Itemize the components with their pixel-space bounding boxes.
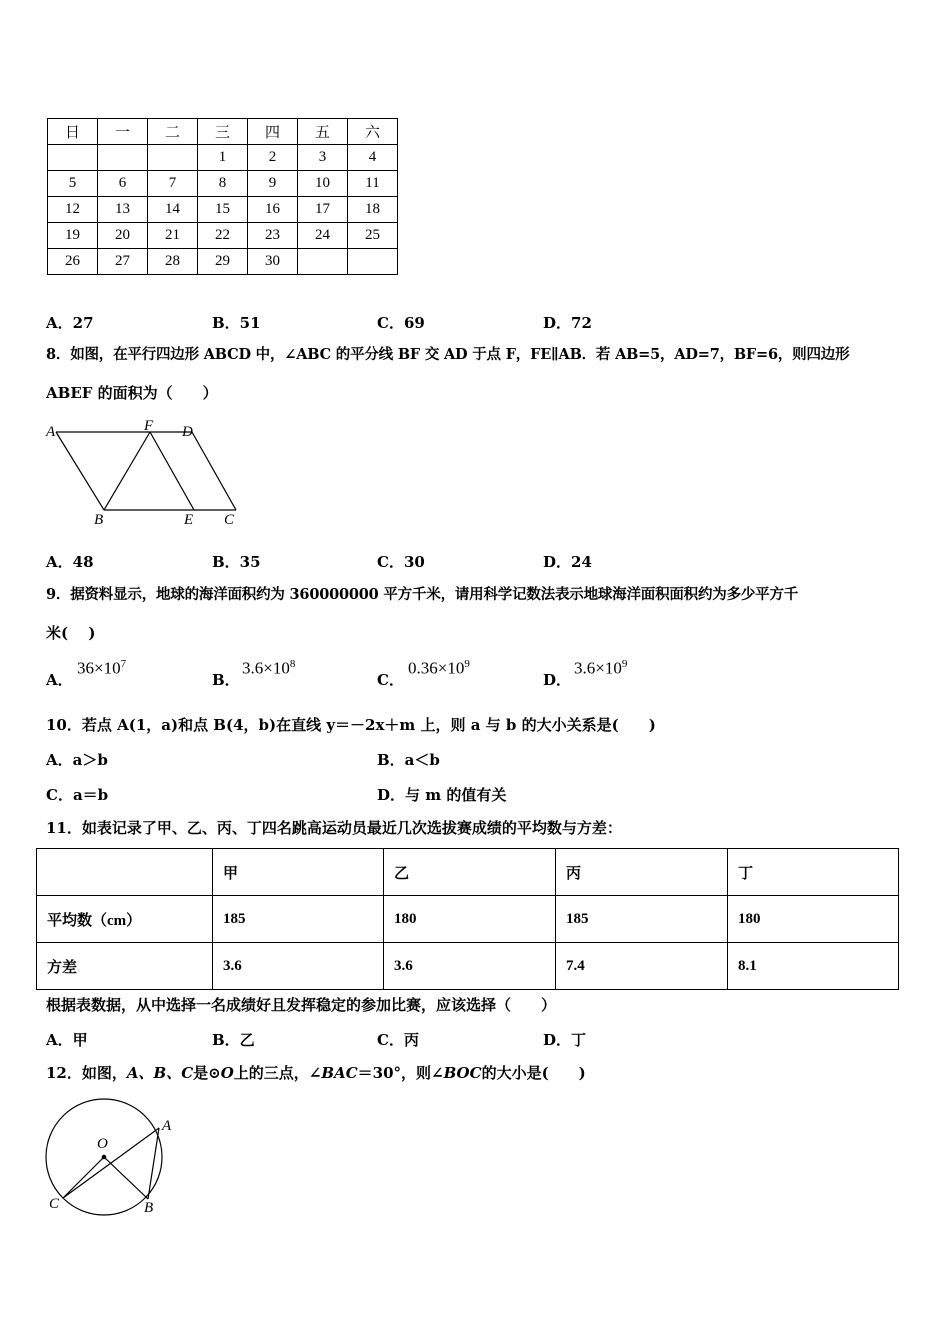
label-d: D [182, 424, 193, 440]
calendar-cell: 28 [148, 249, 198, 275]
q8-question-line2: ABEF 的面积为（ ） [46, 384, 218, 402]
stats-header-cell [37, 849, 213, 896]
q9-option-c-formula [408, 658, 470, 679]
calendar-header-cell: 二 [148, 119, 198, 145]
q8-option-c: C．30 [377, 553, 425, 571]
circle-figure [40, 1092, 180, 1222]
calendar-cell: 17 [298, 197, 348, 223]
calendar-header-cell: 六 [348, 119, 398, 145]
calendar-cell: 21 [148, 223, 198, 249]
calendar-cell: 6 [98, 171, 148, 197]
stats-cell: 180 [728, 896, 899, 943]
calendar-cell: 20 [98, 223, 148, 249]
label-a: A [162, 1118, 172, 1134]
calendar-cell [98, 145, 148, 171]
calendar-header-cell: 四 [248, 119, 298, 145]
radius-ob [104, 1157, 148, 1199]
label-c: C [224, 512, 235, 528]
stats-cell: 7.4 [556, 943, 728, 990]
stats-header-cell: 丙 [556, 849, 728, 896]
calendar-cell: 3 [298, 145, 348, 171]
calendar-cell: 27 [98, 249, 148, 275]
q9-question-line1: 9．据资料显示，地球的海洋面积约为 360000000 平方千米，请用科学记数法表示地球海洋面积面积约为多少平方千 [46, 586, 799, 603]
q12-points: A、B、C [126, 1064, 194, 1082]
calendar-cell: 5 [48, 171, 98, 197]
stats-cell: 185 [213, 896, 384, 943]
calendar-cell: 29 [198, 249, 248, 275]
calendar-cell: 26 [48, 249, 98, 275]
q9-option-a-formula [77, 658, 126, 679]
calendar-table [47, 118, 398, 275]
q12-prefix: 12．如图， [46, 1064, 127, 1082]
q9-option-d-formula [574, 658, 627, 679]
formula-base: 36×10 [77, 658, 121, 678]
calendar-cell: 12 [48, 197, 98, 223]
q11-option-a: A．甲 [46, 1031, 88, 1049]
q12-angle-boc: BOC [443, 1064, 482, 1082]
stats-cell: 方差 [37, 943, 213, 990]
stats-table [36, 848, 899, 990]
q9-question-line2: 米( ) [46, 624, 96, 642]
q12-mid3: ＝30°，则∠ [357, 1064, 444, 1082]
calendar-cell: 1 [198, 145, 248, 171]
calendar-cell: 9 [248, 171, 298, 197]
q12-angle-bac: BAC [321, 1064, 358, 1082]
q10-question: 10．若点 A(1，a)和点 B(4，b)在直线 y＝－2x＋m 上，则 a 与 b 的大小关系是( ) [46, 716, 656, 734]
q9-option-b-formula [242, 658, 295, 679]
q10-option-b: B．a＜b [377, 751, 440, 769]
calendar-header-cell: 三 [198, 119, 248, 145]
stats-cell: 3.6 [213, 943, 384, 990]
q12-question [46, 1062, 586, 1084]
q10-option-d: D．与 m 的值有关 [377, 786, 507, 804]
label-b: B [144, 1200, 154, 1216]
calendar-row [48, 171, 398, 197]
center-point [102, 1155, 107, 1160]
parallelogram-figure [44, 418, 242, 530]
calendar-cell: 25 [348, 223, 398, 249]
calendar-cell: 13 [98, 197, 148, 223]
label-b: B [94, 512, 104, 528]
q11-question-followup: 根据表数据，从中选择一名成绩好且发挥稳定的参加比赛，应该选择（ ） [46, 996, 557, 1014]
stats-cell: 3.6 [384, 943, 556, 990]
q11-option-d: D．丁 [543, 1031, 587, 1049]
calendar-cell [348, 249, 398, 275]
calendar-cell [148, 145, 198, 171]
label-c: C [49, 1196, 60, 1212]
calendar-cell: 14 [148, 197, 198, 223]
calendar-cell [48, 145, 98, 171]
q9-option-a-letter: A． [46, 671, 73, 689]
stats-header-cell: 乙 [384, 849, 556, 896]
q8-question-line1: 8．如图，在平行四边形 ABCD 中，∠ABC 的平分线 BF 交 AD 于点 F，FE∥AB．若 AB=5，AD=7，BF=6，则四边形 [46, 346, 850, 363]
q11-question: 11．如表记录了甲、乙、丙、丁四名跳高运动员最近几次选拔赛成绩的平均数与方差： [46, 819, 622, 837]
calendar-header-cell: 五 [298, 119, 348, 145]
stats-cell: 平均数（cm） [37, 896, 213, 943]
q7-option-a: A．27 [46, 314, 94, 332]
calendar-cell: 24 [298, 223, 348, 249]
calendar-header-cell: 一 [98, 119, 148, 145]
edge-dc [192, 432, 236, 510]
calendar-cell: 15 [198, 197, 248, 223]
q12-mid2: 上的三点，∠ [233, 1064, 322, 1082]
formula-exponent: 9 [464, 658, 470, 670]
stats-row-variance [37, 943, 899, 990]
q7-option-b: B．51 [212, 314, 261, 332]
calendar-cell [298, 249, 348, 275]
q12-circle-o: O [220, 1064, 234, 1082]
calendar-cell: 16 [248, 197, 298, 223]
q7-option-d: D．72 [543, 314, 592, 332]
formula-exponent: 9 [621, 658, 628, 670]
calendar-cell: 22 [198, 223, 248, 249]
q8-option-d: D．24 [543, 553, 592, 571]
q9-option-b-letter: B． [212, 671, 240, 689]
radius-oc [63, 1157, 104, 1198]
q11-option-b: B．乙 [212, 1031, 255, 1049]
formula-base: 3.6×10 [242, 658, 290, 678]
q9-option-d-letter: D． [543, 671, 572, 689]
formula-exponent: 8 [289, 658, 296, 670]
stats-cell: 185 [556, 896, 728, 943]
calendar-cell: 19 [48, 223, 98, 249]
edge-ab [56, 432, 104, 510]
calendar-row [48, 145, 398, 171]
calendar-cell: 2 [248, 145, 298, 171]
formula-base: 0.36×10 [408, 658, 465, 678]
calendar-row [48, 223, 398, 249]
calendar-row [48, 197, 398, 223]
segment-fe [150, 432, 194, 510]
label-f: F [144, 418, 154, 434]
segment-bf [104, 432, 150, 510]
stats-cell: 180 [384, 896, 556, 943]
q10-option-a: A．a＞b [46, 751, 108, 769]
calendar-header-cell: 日 [48, 119, 98, 145]
q8-option-b: B．35 [212, 553, 261, 571]
stats-header-cell: 甲 [213, 849, 384, 896]
calendar-row [48, 249, 398, 275]
q10-option-c: C．a＝b [46, 786, 109, 804]
stats-row-mean [37, 896, 899, 943]
calendar-cell: 18 [348, 197, 398, 223]
stats-header-cell: 丁 [728, 849, 899, 896]
calendar-cell: 7 [148, 171, 198, 197]
q8-option-a: A．48 [46, 553, 94, 571]
q11-option-c: C．丙 [377, 1031, 419, 1049]
calendar-cell: 30 [248, 249, 298, 275]
calendar-cell: 8 [198, 171, 248, 197]
formula-base: 3.6×10 [574, 658, 622, 678]
q9-option-c-letter: C． [377, 671, 404, 689]
stats-cell: 8.1 [728, 943, 899, 990]
label-o: O [97, 1136, 108, 1152]
q12-mid1: 是⊙ [193, 1064, 221, 1082]
calendar-cell: 11 [348, 171, 398, 197]
label-e: E [184, 512, 194, 528]
stats-header-row [37, 849, 899, 896]
calendar-cell: 4 [348, 145, 398, 171]
calendar-cell: 23 [248, 223, 298, 249]
q12-suffix: 的大小是( ) [481, 1064, 586, 1082]
calendar-cell: 10 [298, 171, 348, 197]
q7-option-c: C．69 [377, 314, 425, 332]
calendar-header-row [48, 119, 398, 145]
label-a: A [46, 424, 56, 440]
formula-exponent: 7 [120, 658, 127, 670]
